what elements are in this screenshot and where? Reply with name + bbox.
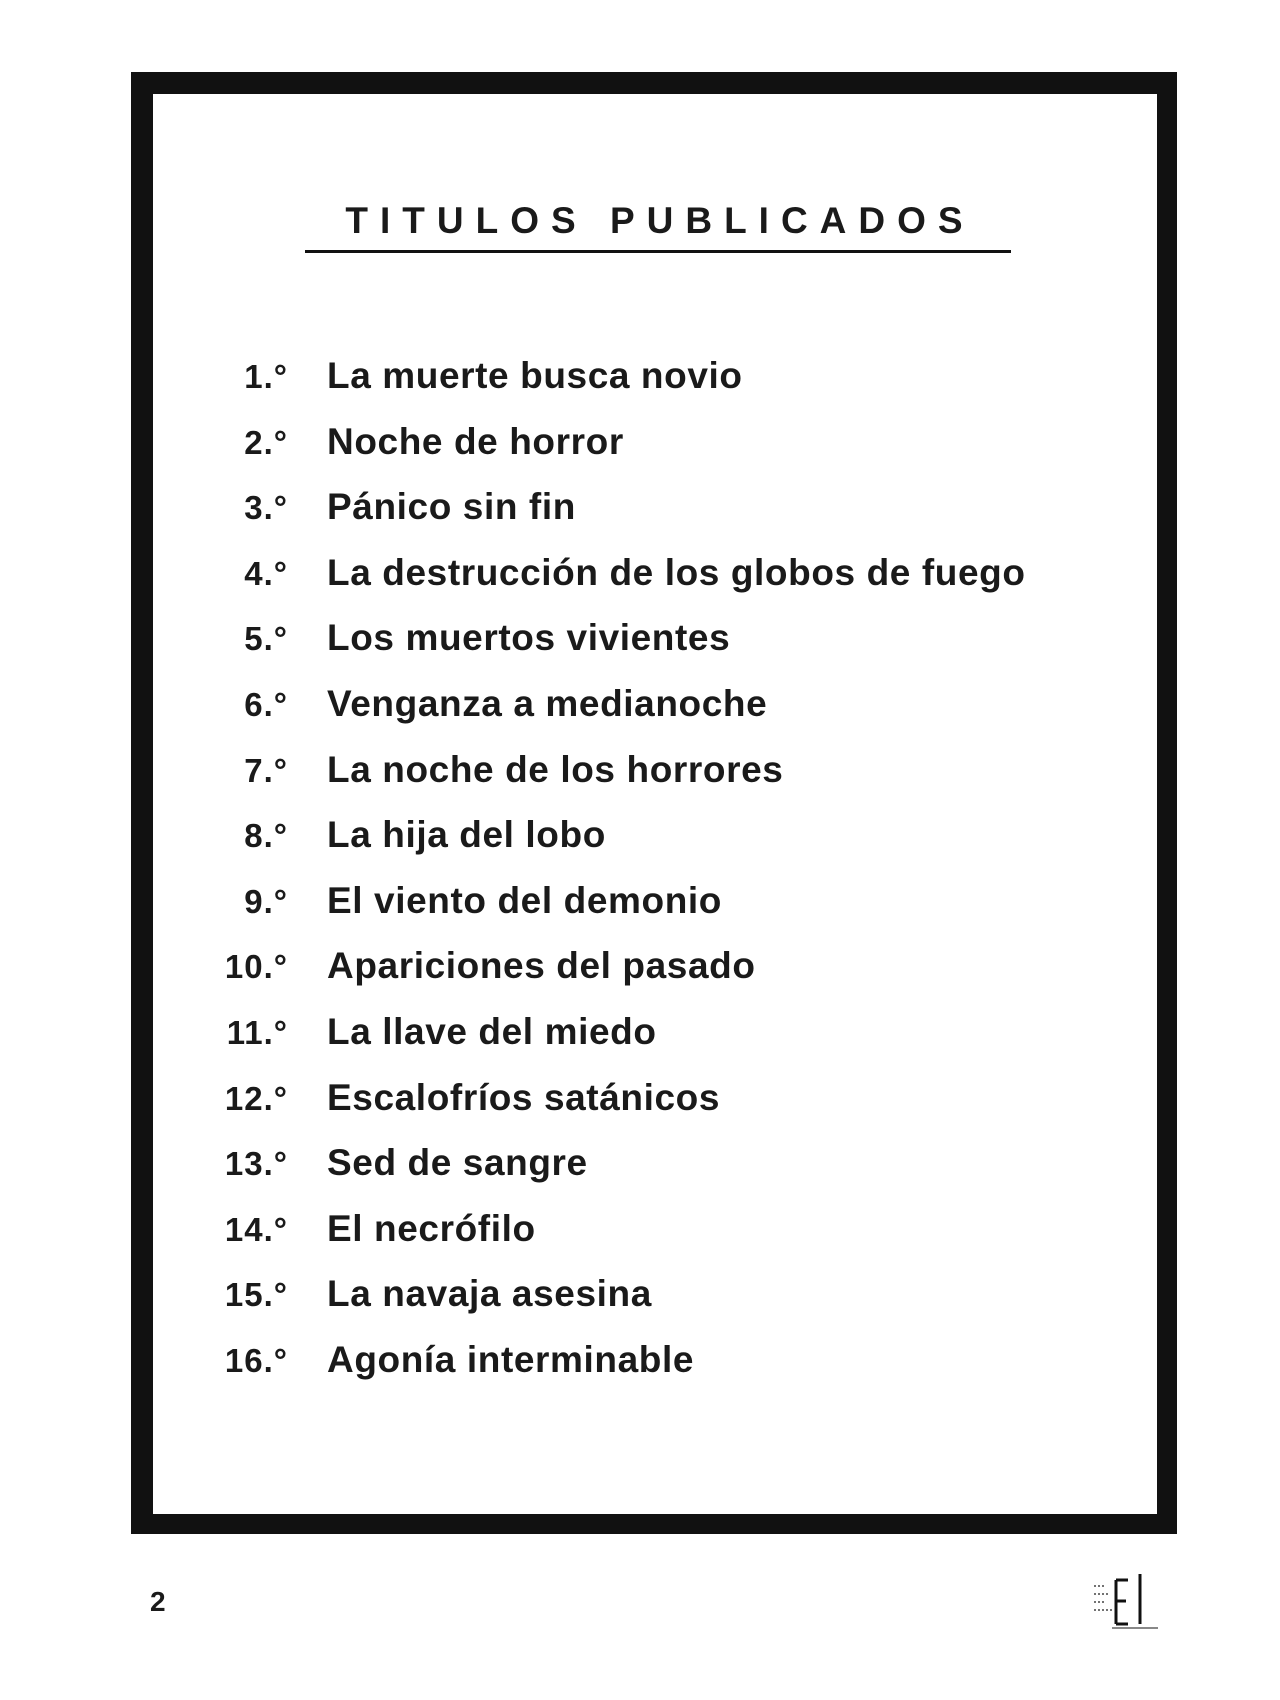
item-number: 1.° [244,358,288,395]
item-title: Los muertos vivientes [327,617,731,659]
item-title: Noche de horror [327,420,624,462]
list-item [200,421,1026,487]
item-number: 5.° [244,620,288,658]
list-item [200,1273,1026,1339]
item-number: 14.° [224,1210,288,1248]
item-title: La muerte busca novio [327,355,743,396]
item-title: Apariciones del pasado [327,945,756,987]
item-number: 13.° [224,1145,288,1183]
item-number: 15.° [224,1276,288,1314]
list-item [200,1011,1026,1077]
list-item [200,683,1026,749]
item-title: La noche de los horrores [327,748,784,790]
list-item [200,880,1026,946]
item-title: La destrucción de los globos de fuego [327,551,1026,593]
item-title: Pánico sin fin [327,486,576,528]
list-item [200,814,1026,880]
item-title: Sed de sangre [327,1142,588,1184]
item-title: Escalofríos satánicos [327,1076,721,1118]
item-number: 12.° [224,1079,288,1117]
title-underline [305,250,1011,253]
publisher-logo-icon [1092,1568,1162,1630]
list-item [200,749,1026,815]
item-title: El necrófilo [327,1207,536,1249]
list-item [200,945,1026,1011]
item-number: 7.° [244,751,288,789]
list-item [200,1077,1026,1143]
item-number: 8.° [244,817,288,855]
item-title: La hija del lobo [327,814,606,856]
item-title: El viento del demonio [327,879,722,921]
list-item [200,552,1026,618]
item-number: 3.° [244,489,288,527]
item-number: 11.° [226,1013,288,1051]
list-item [200,1142,1026,1208]
item-number: 16.° [224,1341,288,1379]
item-number: 6.° [244,685,288,723]
item-title: La navaja asesina [327,1273,652,1315]
item-number: 2.° [244,423,288,461]
item-number: 4.° [244,554,288,592]
list-item [200,1339,1026,1405]
item-title: La llave del miedo [327,1010,657,1052]
page-number: 2 [150,1586,166,1617]
list-item [200,355,1026,421]
list-item [200,1208,1026,1274]
titles-list [200,355,1026,1405]
list-item [200,486,1026,552]
item-title: Agonía interminable [327,1338,695,1380]
item-title: Venganza a medianoche [327,682,768,724]
item-number: 10.° [224,948,288,986]
list-item [200,617,1026,683]
item-number: 9.° [244,882,288,920]
page-title: TITULOS PUBLICADOS [345,200,975,241]
